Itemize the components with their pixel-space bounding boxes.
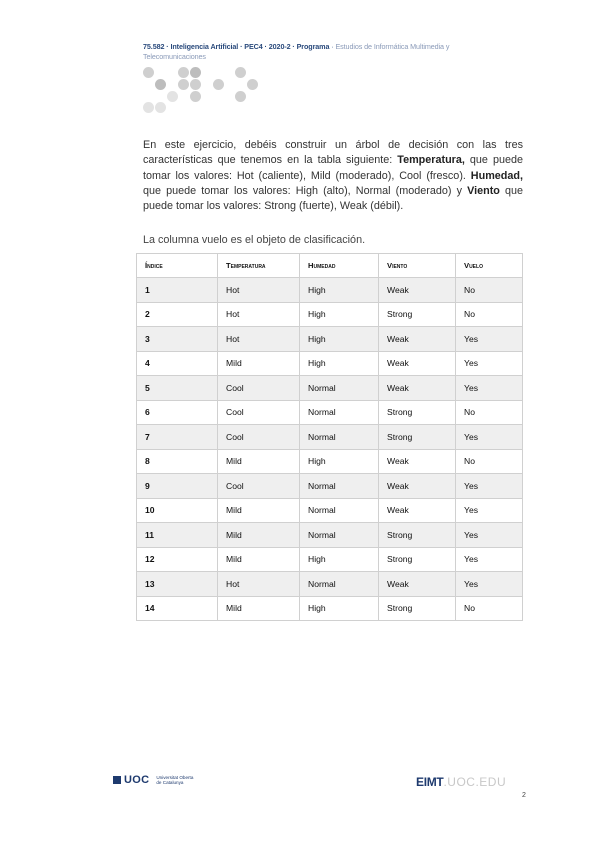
uoc-logo: UOC Universitat Oberta de Catalunya — [113, 773, 193, 787]
table-row: 11 Mild Normal Strong Yes — [137, 523, 523, 548]
dot-icon — [213, 79, 224, 90]
table-row: 12 Mild High Strong Yes — [137, 547, 523, 572]
uoc-square-icon — [113, 776, 121, 784]
viento-term: Viento — [467, 184, 500, 197]
decorative-dots-logo — [143, 67, 263, 117]
table-row: 1 Hot High Weak No — [137, 278, 523, 303]
dot-icon — [247, 79, 258, 90]
dot-icon — [143, 102, 154, 113]
table-row: 3 Hot High Weak Yes — [137, 327, 523, 352]
col-vuelo: Vuelo — [456, 254, 523, 278]
table-row: 5 Cool Normal Weak Yes — [137, 376, 523, 401]
col-humedad: Humedad — [300, 254, 379, 278]
dot-icon — [190, 67, 201, 78]
table-row: 14 Mild High Strong No — [137, 596, 523, 621]
dot-icon — [143, 67, 154, 78]
page-number: 2 — [522, 792, 526, 799]
col-temperatura: Temperatura — [218, 254, 300, 278]
dot-icon — [190, 91, 201, 102]
temperatura-term: Temperatura, — [397, 154, 465, 167]
table-caption: La columna vuelo es el objeto de clasificación. — [143, 234, 366, 246]
table-row: 8 Mild High Weak No — [137, 449, 523, 474]
course-line: 75.582 · Inteligencia Artificial · PEC4 · 2020-2 · Programa — [143, 42, 330, 51]
dot-icon — [235, 67, 246, 78]
intro-paragraph: En este ejercicio, debéis construir un árbol de decisión con las tres características que tenemos en la tabla siguiente: Temperatura, que puede tomar los valores: Hot (caliente), Mild (moderado), Cool (fresco). Humedad, que puede tomar los valores: High (alto), Normal (moderado) y Viento que puede tomar los valores: Strong (fuerte), Weak (débil). — [143, 139, 524, 213]
decision-table — [136, 253, 523, 621]
eimt-logo: EIMT .UOC.EDU — [416, 775, 507, 789]
table-header-row — [137, 254, 523, 278]
table-row: 9 Cool Normal Weak Yes — [137, 474, 523, 499]
humedad-term: Humedad, — [470, 169, 523, 182]
dot-icon — [235, 91, 246, 102]
dot-icon — [167, 91, 178, 102]
table-row: 2 Hot High Strong No — [137, 302, 523, 327]
table-row: 6 Cool Normal Strong No — [137, 400, 523, 425]
dot-icon — [190, 79, 201, 90]
table-row: 4 Mild High Weak Yes — [137, 351, 523, 376]
table-row: 10 Mild Normal Weak Yes — [137, 498, 523, 523]
dot-icon — [178, 79, 189, 90]
dot-icon — [155, 79, 166, 90]
col-indice: Índice — [137, 254, 218, 278]
col-viento: Viento — [379, 254, 456, 278]
dot-icon — [178, 67, 189, 78]
dot-icon — [155, 102, 166, 113]
studies-line: Estudios de Informática Multimedia y Telecomunicaciones — [143, 42, 450, 61]
running-header: 75.582 · Inteligencia Artificial · PEC4 · 2020-2 · Programa · Estudios de Informática Multimedia y Telecomunicaciones — [143, 42, 450, 61]
table-row: 13 Hot Normal Weak Yes — [137, 572, 523, 597]
table-row: 7 Cool Normal Strong Yes — [137, 425, 523, 450]
